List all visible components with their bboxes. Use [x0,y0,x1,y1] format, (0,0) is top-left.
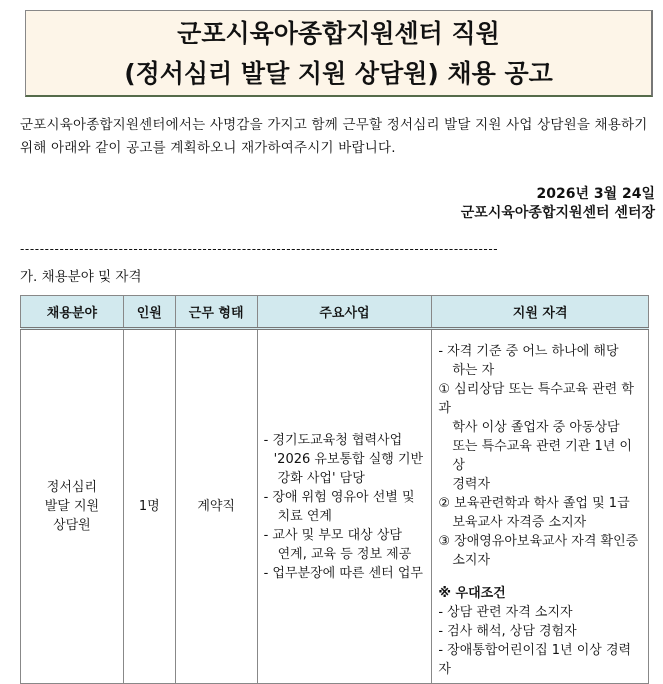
cell-type: 계약직 [175,329,257,684]
title-line-2: (정서심리 발달 지원 상담원) 채용 공고 [124,59,553,88]
qualification-line: ① 심리상담 또는 특수교육 관련 학과 [438,382,634,416]
duty-line: - 장애 위험 영유아 선별 및 [263,489,415,505]
duty-line: '2026 유보통합 실행 기반 [273,451,424,467]
title-line-1: 군포시육아종합지원센터 직원 [177,19,500,48]
duty-line: - 교사 및 부모 대상 상담 [263,527,402,543]
header-qualifications: 지원 자격 [432,296,649,329]
cell-field [21,329,124,684]
cell-qualifications [432,329,649,684]
qualification-line: ③ 장애영유아보육교사 자격 확인증 [438,534,639,549]
duty-line: - 경기도교육청 협력사업 [263,432,403,448]
date: 2026년 3월 24일 [536,186,655,202]
header-type: 근무 형태 [175,296,257,329]
table-header-row [21,296,649,329]
preferred-title: ※ 우대조건 [438,586,506,601]
duty-line: 치료 연계 [277,508,332,524]
header-field: 채용분야 [21,296,124,329]
qualification-line: ② 보육관련학과 학사 졸업 및 1급 [438,496,630,511]
preferred-line: - 상담 관련 자격 소지자 [438,605,573,620]
qualification-line: 경력자 [452,477,491,492]
divider: ------------------------------------------------------------------------------------------------- [20,242,499,256]
cell-duties [257,329,432,684]
qualification-line: 보육교사 자격증 소지자 [452,515,587,530]
qualification-line: 학사 이상 졸업자 중 아동상담 [452,420,620,435]
duty-line: 연계, 교육 등 정보 제공 [277,546,412,562]
field-line: 상담원 [53,518,91,533]
duty-line: 강화 사업' 담당 [277,470,365,486]
preferred-line: - 장애통합어린이집 1년 이상 경력자 [438,643,632,677]
table-row [21,329,649,684]
header-count: 인원 [123,296,175,329]
qualification-line: 또는 특수교육 관련 기관 1년 이상 [452,439,632,473]
intro-text: 군포시육아종합지원센터에서는 사명감을 가지고 함께 근무할 정서심리 발달 지원 사업 상담원을 채용하기 위해 아래와 같이 공고를 계획하오니 재가하여주시기 바랍니다. [20,117,648,156]
field-line: 정서심리 [46,480,98,495]
recruitment-table [20,295,649,684]
qualification-line: 소지자 [452,553,491,568]
cell-count: 1명 [123,329,175,684]
qualification-line: - 자격 기준 중 어느 하나에 해당 [438,344,619,359]
field-line: 발달 지원 [44,499,100,514]
title-box [25,10,653,97]
duty-line: - 업무분장에 따른 센터 업무 [263,565,423,581]
header-duties: 주요사업 [257,296,432,329]
preferred-line: - 검사 해석, 상담 경험자 [438,624,577,639]
section-heading: 가. 채용분야 및 자격 [20,269,142,285]
signer: 군포시육아종합지원센터 센터장 [460,205,655,221]
qualification-line: 하는 자 [452,363,495,378]
